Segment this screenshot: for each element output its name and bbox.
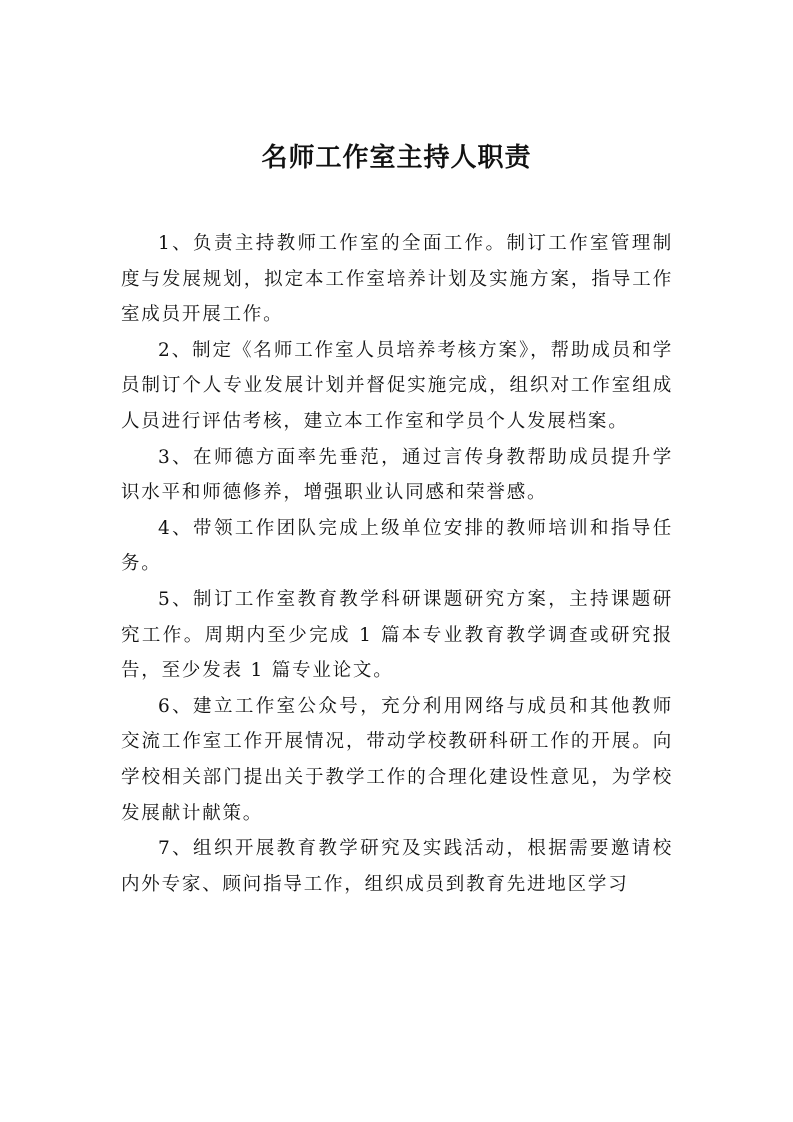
paragraph-3: 3、在师德方面率先垂范，通过言传身教帮助成员提升学识水平和师德修养，增强职业认同感和荣誉感。 [121, 446, 673, 504]
paragraph-7: 7、组织开展教育教学研究及实践活动，根据需要邀请校内外专家、顾问指导工作，组织成员到教育先进地区学习 [121, 838, 673, 895]
paragraph-5: 5、制订工作室教育教学科研课题研究方案，主持课题研究工作。周期内至少完成 1 篇本专业教育教学调查或研究报告，至少发表 1 篇专业论文。 [121, 588, 673, 682]
paragraph-4: 4、带领工作团队完成上级单位安排的教师培训和指导任务。 [121, 517, 673, 575]
paragraph-1: 1、负责主持教师工作室的全面工作。制订工作室管理制度与发展规划，拟定本工作室培养计划及实施方案，指导工作室成员开展工作。 [121, 233, 673, 326]
page-title: 名师工作室主持人职责 [261, 143, 532, 173]
paragraph-2: 2、制定《名师工作室人员培养考核方案》，帮助成员和学员制订个人专业发展计划并督促实施完成，组织对工作室组成人员进行评估考核，建立本工作室和学员个人发展档案。 [121, 339, 673, 432]
document-body [121, 226, 673, 902]
paragraph-6: 6、建立工作室公众号，充分利用网络与成员和其他教师交流工作室工作开展情况，带动学校教研科研工作的开展。向学校相关部门提出关于教学工作的合理化建设性意见，为学校发展献计献策。 [121, 695, 673, 824]
